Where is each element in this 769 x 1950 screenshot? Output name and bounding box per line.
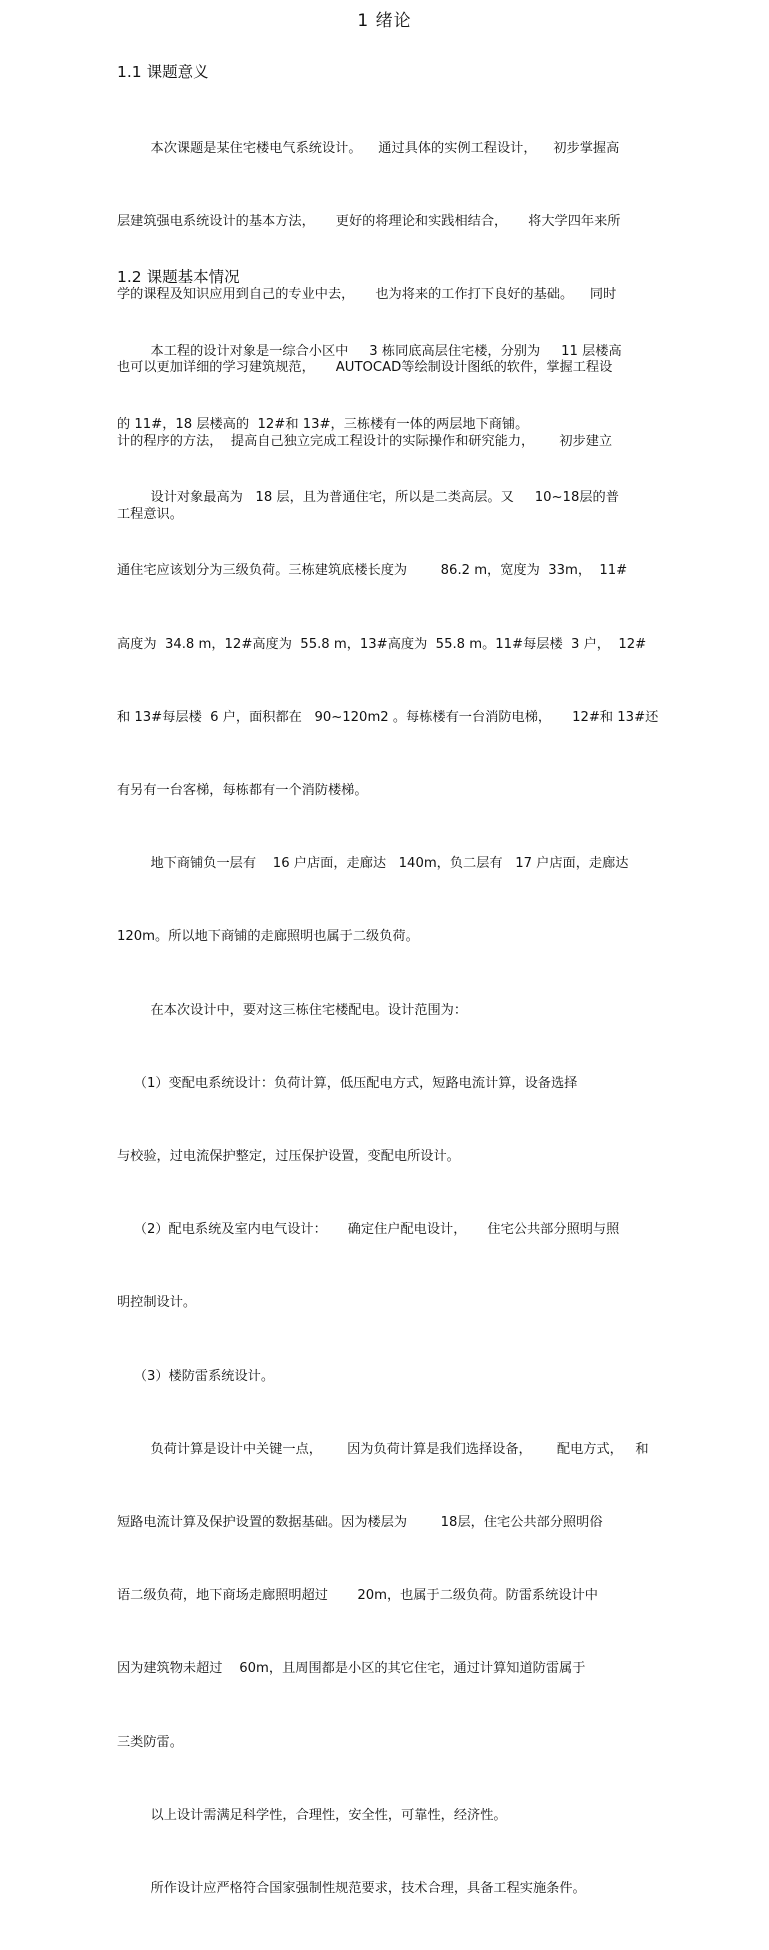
text-line: 负荷计算是设计中关键一点， 因为负荷计算是我们选择设备， 配电方式， 和 [117,1441,649,1457]
text-line: 计的程序的方法， 提高自己独立完成工程设计的实际操作和研究能力， 初步建立 [117,433,613,449]
section-1-2-body [117,291,657,1950]
text-line: 与校验，过电流保护整定，过压保护设置，变配电所设计。 [117,1149,460,1165]
text-line: （2）配电系统及室内电气设计： 确定住户配电设计， 住宅公共部分照明与照 [117,1222,620,1238]
text-line: 本工程的设计对象是一综合小区中 3 栋同底高层住宅楼，分别为 11 层楼高 [117,343,622,359]
text-line: 也可以更加详细的学习建筑规范， AUTOCAD等绘制设计图纸的软件，掌握工程设 [117,360,613,376]
text-line: 高度为 34.8 m，12#高度为 55.8 m，13#高度为 55.8 m。11#每层楼 3 户， 12# [117,636,647,652]
text-line: 地下商铺负一层有 16 户店面，走廊达 140m，负二层有 17 户店面，走廊达 [117,856,629,872]
chapter-title: 1 绪论 [357,11,412,31]
text-line: 和 13#每层楼 6 户，面积都在 90~120m2 。每栋楼有一台消防电梯， 12#和 13#还 [117,709,659,725]
text-line: 三类防雷。 [117,1734,183,1750]
text-line: 明控制设计。 [117,1295,197,1311]
text-line: 有另有一台客梯，每栋都有一个消防楼梯。 [117,783,368,799]
text-line: 在本次设计中，要对这三栋住宅楼配电。设计范围为： [117,1002,468,1018]
text-line: 短路电流计算及保护设置的数据基础。因为楼层为 18层，住宅公共部分照明俗 [117,1515,603,1531]
section-heading-1-2: 1.2 课题基本情况 [117,268,240,286]
text-line: 层建筑强电系统设计的基本方法， 更好的将理论和实践相结合， 将大学四年来所 [117,214,621,230]
text-line: 以上设计需满足科学性，合理性，安全性，可靠性，经济性。 [117,1807,507,1823]
text-line: 工程意识。 [117,506,183,522]
text-line: 所作设计应严格符合国家强制性规范要求，技术合理，具备工程实施条件。 [117,1881,586,1897]
text-line: 通住宅应该划分为三级负荷。三栋建筑底楼长度为 86.2 m，宽度为 33m， 11# [117,563,628,579]
text-line: （1）变配电系统设计：负荷计算，低压配电方式，短路电流计算，设备选择 [117,1075,578,1091]
text-line: 学的课程及知识应用到自己的专业中去， 也为将来的工作打下良好的基础。 同时 [117,287,617,303]
text-line: 语二级负荷，地下商场走廊照明超过 20m，也属于二级负荷。防雷系统设计中 [117,1588,598,1604]
text-line: 因为建筑物未超过 60m，且周围都是小区的其它住宅，通过计算知道防雷属于 [117,1661,586,1677]
text-line: 120m。所以地下商铺的走廊照明也属于二级负荷。 [117,929,419,945]
text-line: 的 11#，18 层楼高的 12#和 13#，三栋楼有一体的两层地下商铺。 [117,417,529,433]
text-line: 本次课题是某住宅楼电气系统设计。 通过具体的实例工程设计， 初步掌握高 [117,140,620,156]
section-heading-1-1: 1.1 课题意义 [117,63,209,81]
text-line: （3）楼防雷系统设计。 [117,1368,275,1384]
text-line: 设计对象最高为 18 层，且为普通住宅，所以是二类高层。又 10~18层的普 [117,490,619,506]
